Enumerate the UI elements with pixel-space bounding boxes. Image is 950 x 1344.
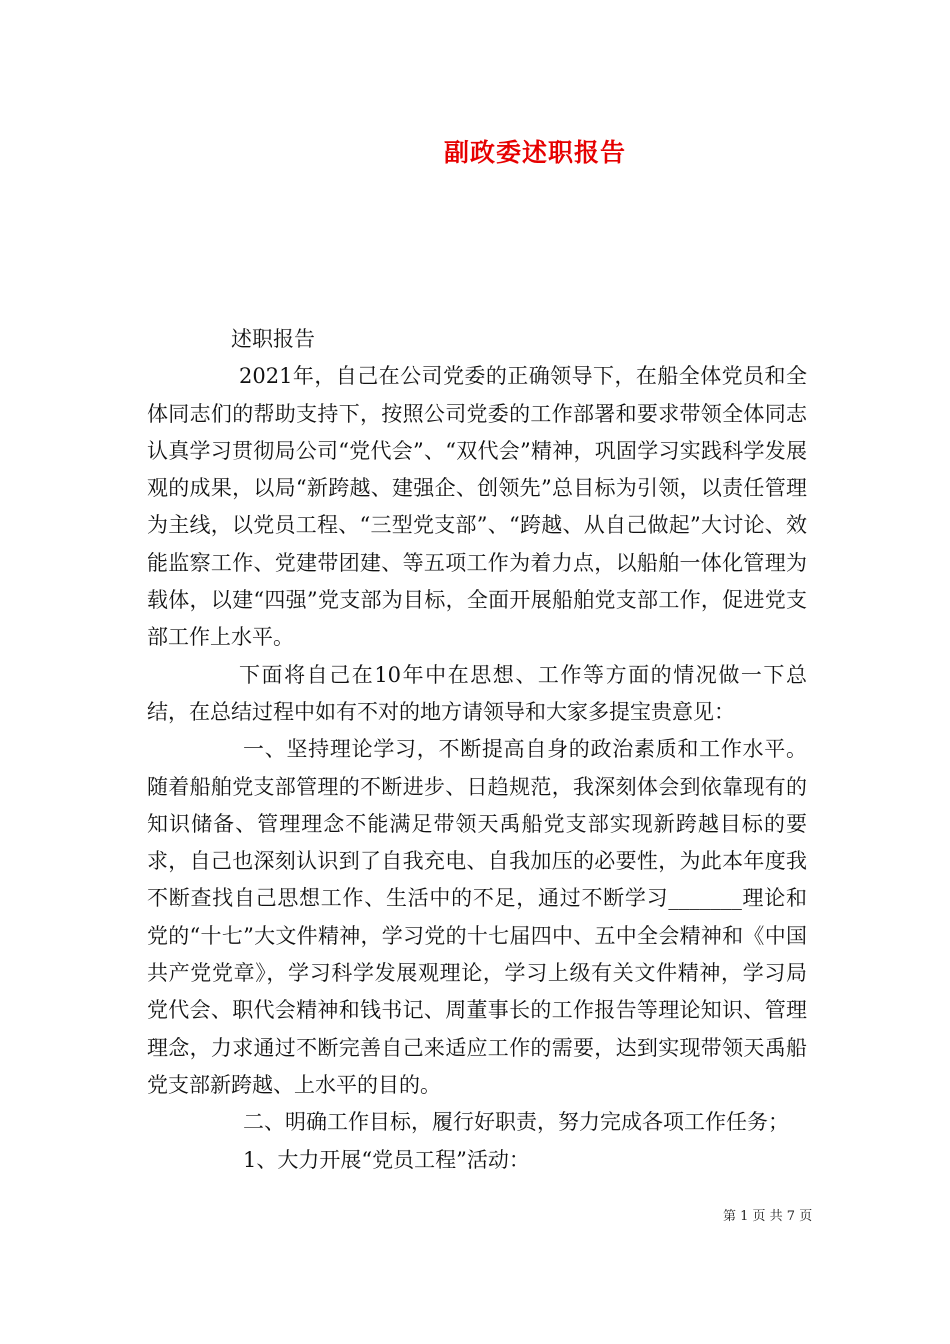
document-title: 副政委述职报告 <box>443 138 626 167</box>
paragraph-item-one: 1、大力开展“党员工程”活动： <box>243 1147 530 1172</box>
page-indicator: 第 1 页 共 7 页 <box>723 1209 813 1224</box>
section-heading: 述职报告 <box>231 327 315 351</box>
document-body <box>147 321 807 1179</box>
paragraph-section-two: 二、明确工作目标，履行好职责，努力完成各项工作任务； <box>243 1110 789 1135</box>
paragraph-section-one: 一、坚持理论学习，不断提高自身的政治素质和工作水平。随着船舶党支部管理的不断进步、日趋规范，我深刻体会到依靠现有的知识储备、管理理念不能满足带领天禹船党支部实现新跨越目标的要求，自己也深刻认识到了自我充电、自我加压的必要性，为此本年度我不断查找自己思想工作、生活中的不足，通过不断学习_______理论和党的“十七”大文件精神，学习党的十七届四中、五中全会精神和《中国共产党党章》，学习科学发展观理论，学习上级有关文件精神，学习局党代会、职代会精神和钱书记、周董事长的工作报告等理论知识、管理理念，力求通过不断完善自己来适应工作的需要，达到实现带领天禹船党支部新跨越、上水平的目的。 <box>147 737 807 1097</box>
paragraph-intro: 2021年，自己在公司党委的正确领导下，在船全体党员和全体同志们的帮助支持下，按照公司党委的工作部署和要求带领全体同志认真学习贯彻局公司“党代会”、“双代会”精神，巩固学习实践科学发展观的成果，以局“新跨越、建强企、创领先”总目标为引领，以责任管理为主线，以党员工程、“三型党支部”、“跨越、从自己做起”大讨论、效能监察工作、党建带团建、等五项工作为着力点，以船舶一体化管理为载体，以建“四强”党支部为目标，全面开展船舶党支部工作，促进党支部工作上水平。 <box>147 364 807 650</box>
paragraph-summary: 下面将自己在10年中在思想、工作等方面的情况做一下总结，在总结过程中如有不对的地方请领导和大家多提宝贵意见： <box>147 662 807 724</box>
